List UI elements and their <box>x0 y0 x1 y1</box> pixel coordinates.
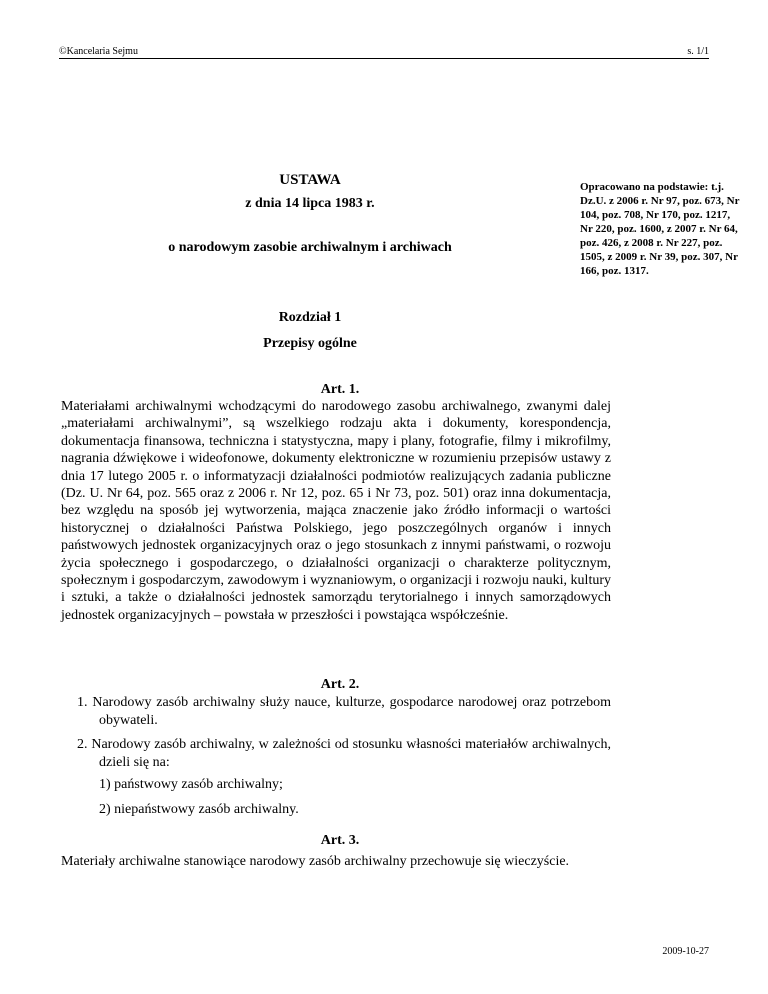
article-2-subitem-1: 1) państwowy zasób archiwalny; <box>99 777 283 792</box>
header-left: ©Kancelaria Sejmu <box>59 46 138 57</box>
article-3-text: Materiały archiwalne stanowiące narodowy zasób archiwalny przechowuje się wieczyście. <box>61 854 570 869</box>
chapter-title: Przepisy ogólne <box>263 336 357 351</box>
article-2-item-1: 1. Narodowy zasób archiwalny służy nauce, kulturze, gospodarce narodowej oraz potrzebom obywateli. <box>77 695 611 728</box>
article-1-heading: Art. 1. <box>320 382 360 397</box>
side-note: Opracowano na podstawie: t.j. Dz.U. z 2006 r. Nr 97, poz. 673, Nr 104, poz. 708, Nr 170, poz. 1217, Nr 220, poz. 1600, z 2007 r. Nr 64, poz. 426, z 2008 r. Nr 227, poz. 1505, z 2009 r. Nr 39, poz. 307, Nr 166, poz. 1317. <box>580 181 740 277</box>
article-3-heading: Art. 3. <box>320 833 360 848</box>
article-1-text: Materiałami archiwalnymi wchodzącymi do narodowego zasobu archiwalnego, zwanymi dalej „materiałami archiwalnymi”, są wszelkiego rodzaju akta i dokumenty, korespondencja, dokumentacja finansowa, techniczna i statystyczna, mapy i plany, fotografie, filmy i mikrofilmy, nagrania dźwiękowe i wideofonowe, dokumenty elektroniczne w rozumieniu przepisów ustawy z dnia 17 lutego 2005 r. o informatyzacji działalności podmiotów realizujących zadania publiczne (Dz. U. Nr 64, poz. 565 oraz z 2006 r. Nr 12, poz. 65 i Nr 73, poz. 501) oraz inna dokumentacja, bez względu na sposób jej wytworzenia, mająca znaczenie jako źródło informacji o wartości historycznej o działalności Państwa Polskiego, jego poszczególnych organów i innych państwowych jednostek organizacyjnych oraz o jego stosunkach z innymi państwami, o rozwoju życia społecznego i gospodarczego, o działalności organizacji o charakterze politycznym, społecznym i gospodarczym, zawodowym i wyznaniowym, o organizacji i rozwoju nauki, kultury i sztuki, a także o działalności jednostek samorządu terytorialnego i innych samorządowych jednostek organizacyjnych – powstała w przeszłości i powstająca współcześnie. <box>61 399 611 623</box>
document-subject: o narodowym zasobie archiwalnym i archiwach <box>168 240 452 255</box>
article-2-item-2: 2. Narodowy zasób archiwalny, w zależności od stosunku własności materiałów archiwalnych, dzieli się na: <box>77 737 611 770</box>
article-2-heading: Art. 2. <box>320 677 360 692</box>
document-title: USTAWA <box>279 172 341 188</box>
article-2-subitem-2: 2) niepaństwowy zasób archiwalny. <box>99 802 299 817</box>
footer-date: 2009-10-27 <box>662 946 709 957</box>
page-number: s. 1/1 <box>687 46 709 57</box>
chapter-number: Rozdział 1 <box>278 310 342 325</box>
header-divider <box>59 58 709 59</box>
document-date: z dnia 14 lipca 1983 r. <box>245 196 375 211</box>
